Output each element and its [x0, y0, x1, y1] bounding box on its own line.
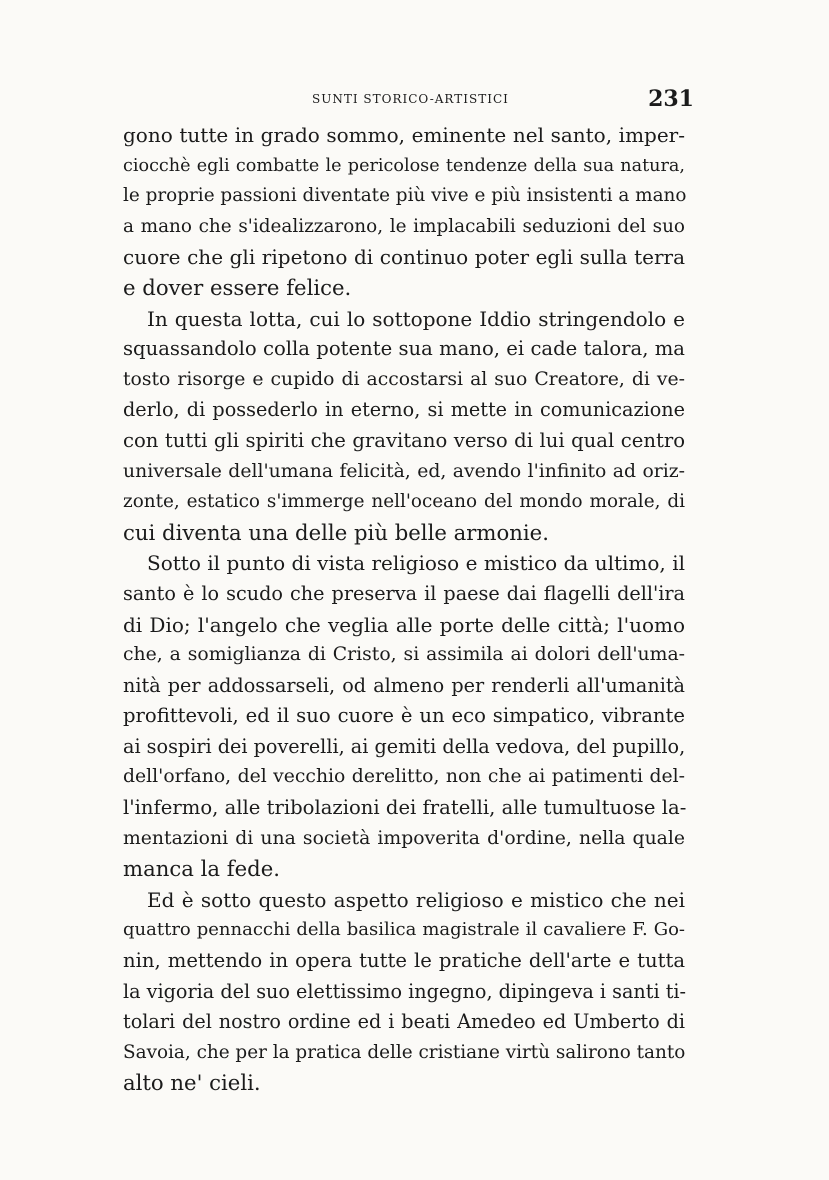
text-line: manca la fede. [123, 856, 280, 882]
paragraph-4 [123, 885, 685, 1099]
text-line: mentazioni di una società impoverita d'ordine, nella quale [123, 827, 685, 849]
text-line: Sotto il punto di vista religioso e mistico da ultimo, il [147, 551, 685, 576]
body-text [123, 120, 685, 1099]
text-line: con tutti gli spiriti che gravitano verso di lui qual centro [123, 428, 685, 452]
text-line: ciocchè egli combatte le pericolose tendenze della sua natura, [123, 155, 685, 176]
page-header [0, 86, 829, 116]
running-head: SUNTI STORICO-ARTISTICI [312, 92, 509, 106]
paragraph-3 [123, 548, 685, 885]
text-line: nità per addossarseli, od almeno per renderli all'umanità [123, 673, 685, 697]
paragraph-1 [123, 120, 685, 304]
paragraph-2 [123, 304, 685, 549]
text-line: zonte, estatico s'immerge nell'oceano del mondo morale, di [123, 491, 685, 513]
text-line: la vigoria del suo elettissimo ingegno, dipingeva i santi ti- [123, 979, 687, 1003]
text-line: cui diventa una delle più belle armonie. [123, 519, 549, 545]
text-line: santo è lo scudo che preserva il paese dai flagelli dell'ira [123, 581, 685, 605]
text-line: ai sospiri dei poverelli, ai gemiti della vedova, del pupillo, [123, 734, 686, 758]
text-line: dell'orfano, del vecchio derelitto, non che ai patimenti del- [123, 766, 685, 788]
text-line: tolari del nostro ordine ed i beati Amedeo ed Umberto di [123, 1010, 685, 1034]
text-line: cuore che gli ripetono di continuo poter egli sulla terra [123, 245, 685, 270]
text-line: alto ne' cieli. [123, 1070, 261, 1096]
text-line: le proprie passioni diventate più vive e più insistenti a mano [123, 185, 687, 207]
text-line: a mano che s'idealizzarono, le implacabili seduzioni del suo [123, 215, 685, 237]
text-line: Savoia, che per la pratica delle cristiane virtù salirono tanto [123, 1041, 686, 1063]
text-line: gono tutte in grado sommo, eminente nel santo, imper- [123, 123, 685, 147]
text-line: che, a somiglianza di Cristo, si assimila ai dolori dell'uma- [123, 644, 685, 666]
page-number: 231 [648, 86, 694, 112]
text-line: In questa lotta, cui lo sottopone Iddio stringendolo e [147, 306, 685, 331]
text-line: profittevoli, ed il suo cuore è un eco simpatico, vibrante [123, 704, 685, 728]
text-line: nin, mettendo in opera tutte le pratiche dell'arte e tutta [123, 949, 685, 973]
text-line: universale dell'umana felicità, ed, avendo l'infinito ad oriz- [123, 460, 685, 482]
text-line: e dover essere felice. [123, 274, 352, 300]
text-line: l'infermo, alle tribolazioni dei fratelli, alle tumultuose la- [123, 796, 687, 820]
text-line: di Dio; l'angelo che veglia alle porte delle città; l'uomo [123, 612, 685, 637]
text-line: quattro pennacchi della basilica magistrale il cavaliere F. Go- [123, 919, 685, 941]
text-line: tosto risorge e cupido di accostarsi al suo Creatore, di ve- [123, 368, 685, 390]
text-line: squassandolo colla potente sua mano, ei cade talora, ma [123, 337, 685, 361]
text-line: derlo, di possederlo in eterno, si mette in comunicazione [123, 398, 685, 422]
text-line: Ed è sotto questo aspetto religioso e mistico che nei [147, 887, 685, 912]
